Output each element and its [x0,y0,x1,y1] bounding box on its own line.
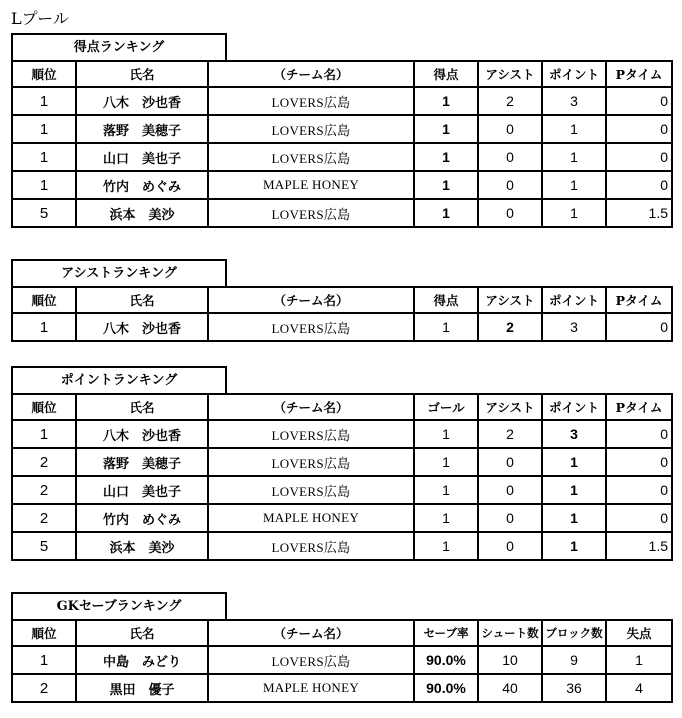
ptime-cell: 0 [606,448,672,476]
shots-cell: 40 [478,674,542,702]
ptime-cell: 0 [606,476,672,504]
rank-cell: 5 [12,532,76,560]
header-ptime: Pタイム [606,394,672,420]
point-cell: 1 [542,115,606,143]
header-goal: ゴール [414,394,478,420]
assist-cell: 0 [478,476,542,504]
point-cell: 1 [542,199,606,227]
header-rank: 順位 [12,287,76,313]
header-blocks: ブロック数 [542,620,606,646]
points-ranking-section [11,366,673,561]
ptime-cell: 0 [606,171,672,199]
point-cell: 1 [542,448,606,476]
ptime-cell: 0 [606,87,672,115]
goals-cell: 1 [414,143,478,171]
rank-cell: 5 [12,199,76,227]
header-conceded: 失点 [606,620,672,646]
goals-cell: 1 [414,504,478,532]
player-name-cell: 浜本 美沙 [76,199,208,227]
rank-cell: 1 [12,171,76,199]
player-name-cell: 竹内 めぐみ [76,504,208,532]
player-name-cell: 落野 美穂子 [76,115,208,143]
save-rate-cell: 90.0% [414,674,478,702]
team-name-cell: LOVERS広島 [208,87,414,115]
point-cell: 1 [542,143,606,171]
goals-cell: 1 [414,448,478,476]
point-cell: 1 [542,171,606,199]
rank-cell: 1 [12,143,76,171]
player-name-cell: 八木 沙也香 [76,420,208,448]
goals-cell: 1 [414,87,478,115]
assist-ranking-title: アシストランキング [11,259,227,286]
header-team: （チーム名） [208,394,414,420]
rank-cell: 2 [12,504,76,532]
rank-cell: 1 [12,87,76,115]
player-name-cell: 黒田 優子 [76,674,208,702]
team-name-cell: LOVERS広島 [208,199,414,227]
rank-cell: 1 [12,420,76,448]
team-name-cell: LOVERS広島 [208,420,414,448]
gk-ranking-title: GKセーブランキング [11,592,227,619]
table-header-row [12,394,672,420]
header-rank: 順位 [12,620,76,646]
header-team: （チーム名） [208,620,414,646]
table-row [12,313,672,341]
header-rank: 順位 [12,394,76,420]
rank-cell: 1 [12,646,76,674]
header-name: 氏名 [76,394,208,420]
header-team: （チーム名） [208,287,414,313]
point-cell: 3 [542,313,606,341]
team-name-cell: LOVERS広島 [208,532,414,560]
table-row [12,504,672,532]
conceded-cell: 1 [606,646,672,674]
assist-cell: 2 [478,313,542,341]
points-ranking-title: ポイントランキング [11,366,227,393]
rank-cell: 1 [12,115,76,143]
goals-cell: 1 [414,115,478,143]
gk-ranking-table [11,619,673,703]
header-assist: アシスト [478,394,542,420]
ptime-cell: 1.5 [606,532,672,560]
header-point: ポイント [542,61,606,87]
table-header-row [12,620,672,646]
header-ptime: Pタイム [606,287,672,313]
scoring-ranking-title: 得点ランキング [11,33,227,60]
team-name-cell: LOVERS広島 [208,448,414,476]
table-row [12,115,672,143]
table-row [12,448,672,476]
table-row [12,199,672,227]
header-save-rate: セーブ率 [414,620,478,646]
team-name-cell: LOVERS広島 [208,143,414,171]
shots-cell: 10 [478,646,542,674]
rank-cell: 1 [12,313,76,341]
table-row [12,646,672,674]
assist-cell: 0 [478,171,542,199]
ptime-cell: 0 [606,115,672,143]
ptime-cell: 0 [606,313,672,341]
header-rank: 順位 [12,61,76,87]
team-name-cell: LOVERS広島 [208,115,414,143]
table-row [12,420,672,448]
rank-cell: 2 [12,448,76,476]
goals-cell: 1 [414,476,478,504]
player-name-cell: 中島 みどり [76,646,208,674]
team-name-cell: LOVERS広島 [208,476,414,504]
ptime-cell: 0 [606,420,672,448]
assist-ranking-table [11,286,673,342]
goals-cell: 1 [414,313,478,341]
player-name-cell: 竹内 めぐみ [76,171,208,199]
ptime-cell: 0 [606,504,672,532]
scoring-ranking-table [11,60,673,228]
ptime-cell: 1.5 [606,199,672,227]
point-cell: 3 [542,87,606,115]
assist-cell: 0 [478,448,542,476]
goals-cell: 1 [414,420,478,448]
assist-cell: 0 [478,115,542,143]
rank-cell: 2 [12,674,76,702]
conceded-cell: 4 [606,674,672,702]
table-row [12,674,672,702]
header-assist: アシスト [478,287,542,313]
team-name-cell: MAPLE HONEY [208,171,414,199]
team-name-cell: MAPLE HONEY [208,504,414,532]
assist-cell: 2 [478,87,542,115]
header-goals: 得点 [414,287,478,313]
header-goals: 得点 [414,61,478,87]
header-shots: シュート数 [478,620,542,646]
ptime-cell: 0 [606,143,672,171]
table-row [12,87,672,115]
rank-cell: 2 [12,476,76,504]
header-assist: アシスト [478,61,542,87]
header-point: ポイント [542,287,606,313]
scoring-ranking-section [11,33,673,228]
save-rate-cell: 90.0% [414,646,478,674]
points-ranking-table [11,393,673,561]
assist-cell: 0 [478,504,542,532]
player-name-cell: 山口 美也子 [76,476,208,504]
point-cell: 1 [542,532,606,560]
header-team: （チーム名） [208,61,414,87]
table-header-row [12,287,672,313]
point-cell: 1 [542,476,606,504]
team-name-cell: LOVERS広島 [208,313,414,341]
pool-title: Lプール [11,9,69,28]
assist-cell: 2 [478,420,542,448]
blocks-cell: 9 [542,646,606,674]
player-name-cell: 浜本 美沙 [76,532,208,560]
assist-cell: 0 [478,532,542,560]
team-name-cell: LOVERS広島 [208,646,414,674]
player-name-cell: 山口 美也子 [76,143,208,171]
table-row [12,143,672,171]
point-cell: 3 [542,420,606,448]
player-name-cell: 落野 美穂子 [76,448,208,476]
assist-cell: 0 [478,199,542,227]
header-point: ポイント [542,394,606,420]
header-name: 氏名 [76,620,208,646]
gk-save-ranking-section [11,592,673,703]
table-row [12,532,672,560]
header-name: 氏名 [76,287,208,313]
table-row [12,171,672,199]
assist-ranking-section [11,259,673,342]
point-cell: 1 [542,504,606,532]
team-name-cell: MAPLE HONEY [208,674,414,702]
assist-cell: 0 [478,143,542,171]
player-name-cell: 八木 沙也香 [76,313,208,341]
table-row [12,476,672,504]
table-header-row [12,61,672,87]
player-name-cell: 八木 沙也香 [76,87,208,115]
goals-cell: 1 [414,171,478,199]
blocks-cell: 36 [542,674,606,702]
header-name: 氏名 [76,61,208,87]
goals-cell: 1 [414,532,478,560]
header-ptime: Pタイム [606,61,672,87]
goals-cell: 1 [414,199,478,227]
